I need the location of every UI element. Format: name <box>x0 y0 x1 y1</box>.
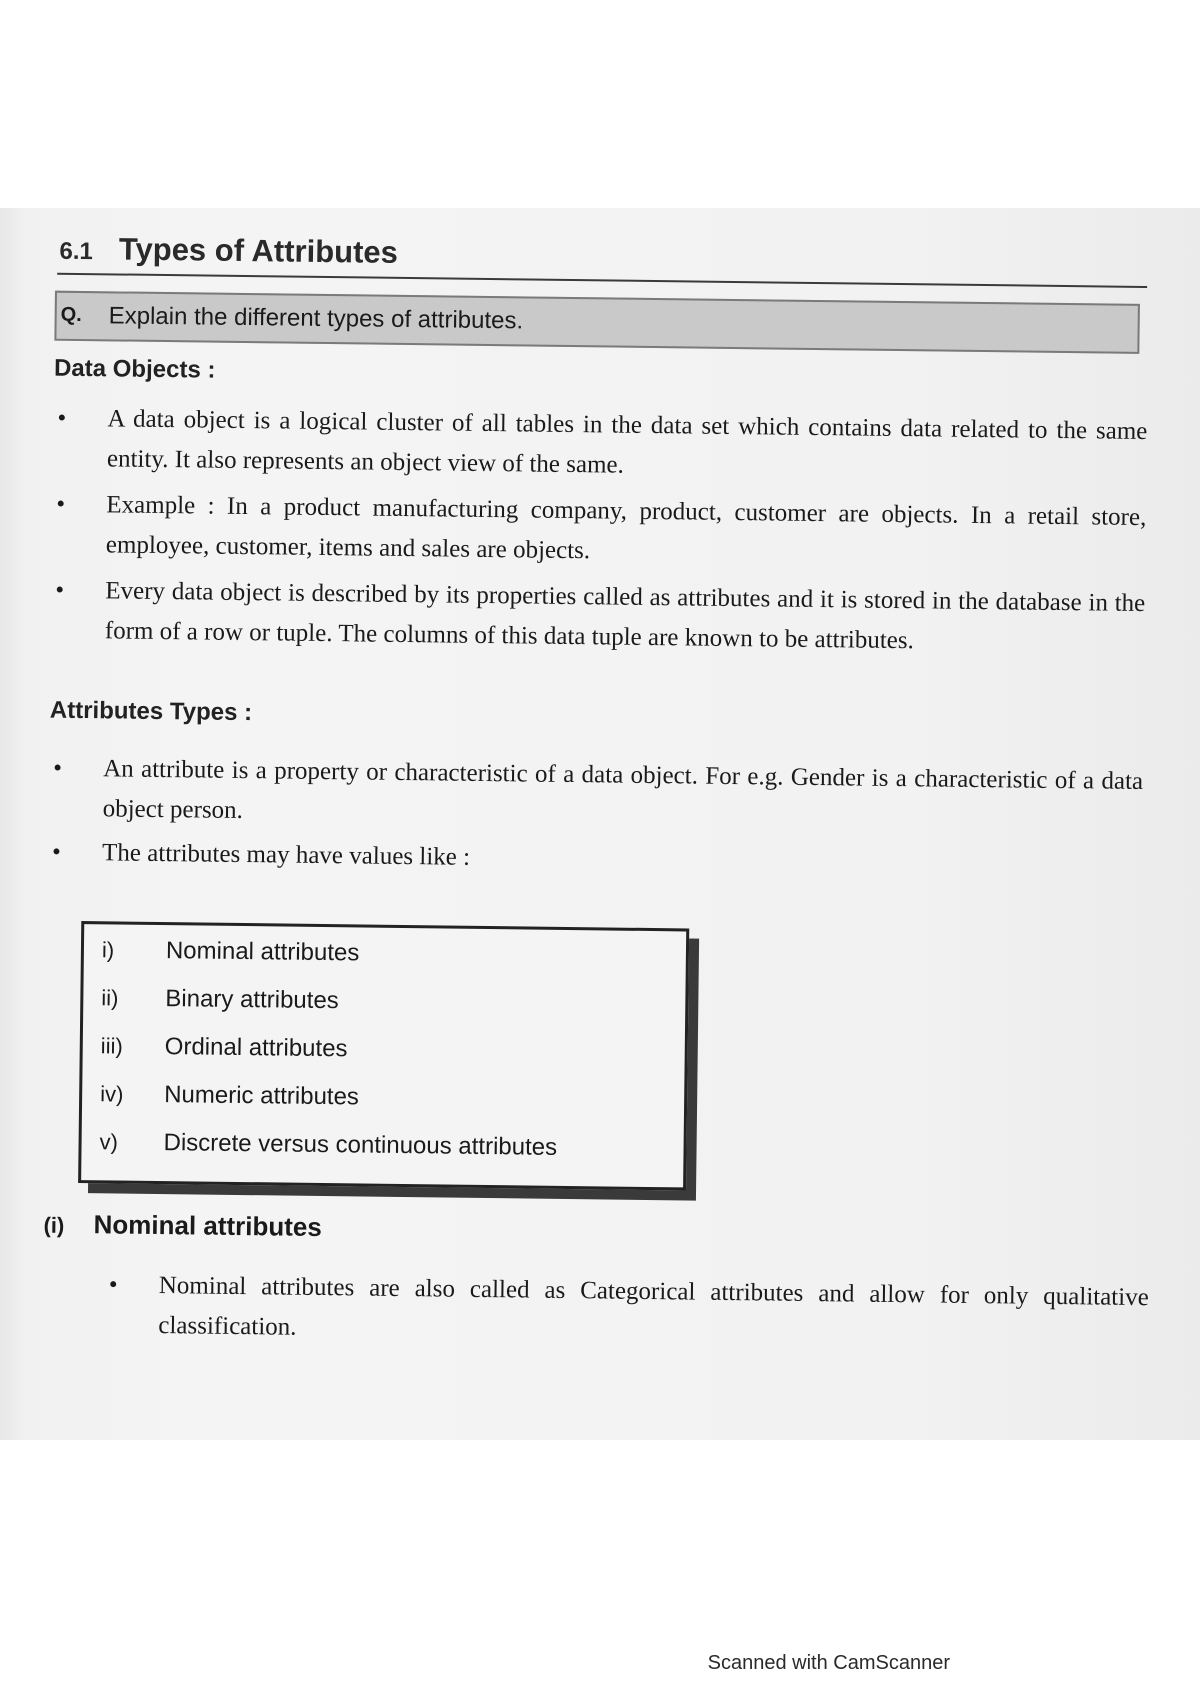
list-item-number: v) <box>99 1129 119 1155</box>
question-box <box>54 291 1140 354</box>
bullet-dot: • <box>108 1271 118 1299</box>
section-title-text: Types of Attributes <box>118 231 399 270</box>
list-item-label: Numeric attributes <box>164 1081 360 1111</box>
scanned-page <box>0 208 1200 1440</box>
list-item <box>102 936 360 967</box>
data-objects-heading: Data Objects : <box>53 354 216 384</box>
bullet-dot: • <box>55 576 65 604</box>
attribute-types-list-box <box>78 921 689 1190</box>
page-content <box>0 208 1200 1440</box>
list-item <box>101 984 339 1015</box>
bullet-dot: • <box>57 404 67 432</box>
question-text: Explain the different types of attributes. <box>108 302 524 335</box>
subsection-number: (i) <box>43 1212 65 1238</box>
bullet-text: A data object is a logical cluster of all tables in the data set which contains data related to the same entity. It also represents an object view of the same. <box>106 405 1148 479</box>
nominal-attributes-heading <box>43 1209 322 1243</box>
bullet-text: An attribute is a property or characteristic of a data object. For e.g. Gender is a characteristic of a data object person. <box>102 755 1144 825</box>
bullet-nominal-definition <box>108 1266 1149 1358</box>
list-item-number: i) <box>101 937 115 963</box>
attribute-types-heading: Attributes Types : <box>49 696 253 727</box>
list-item-label: Ordinal attributes <box>164 1033 348 1063</box>
bullet-attribute-definition <box>52 749 1144 842</box>
list-item-label: Nominal attributes <box>165 937 360 967</box>
list-item <box>100 1080 359 1111</box>
list-item-number: ii) <box>101 985 119 1011</box>
camscanner-watermark: Scanned with CamScanner <box>707 1652 950 1674</box>
bullet-text: Example : In a product manufacturing company, product, customer are objects. In a retail store, employee, customer, items and sales are objects. <box>105 491 1147 565</box>
list-item <box>101 1032 348 1063</box>
bullet-data-object-example <box>56 485 1147 578</box>
question-label: Q. <box>60 303 82 327</box>
bullet-dot: • <box>52 754 63 782</box>
subsection-title: Nominal attributes <box>93 1209 323 1243</box>
list-item-number: iii) <box>100 1033 123 1059</box>
bullet-text: The attributes may have values like : <box>101 839 471 871</box>
title-rule <box>57 273 1147 288</box>
list-item-label: Binary attributes <box>165 985 339 1015</box>
bullet-dot: • <box>51 838 62 866</box>
bullet-text: Every data object is described by its properties called as attributes and it is stored in the database in the form of a row or tuple. The columns of this data tuple are known to be attributes. <box>104 577 1146 655</box>
list-item-label: Discrete versus continuous attributes <box>163 1129 558 1161</box>
bullet-text: Nominal attributes are also called as Categorical attributes and allow for only qualitative classification. <box>158 1272 1149 1341</box>
bullet-data-object-definition <box>57 399 1148 492</box>
list-item <box>99 1128 557 1162</box>
bullet-data-object-attributes <box>55 571 1146 664</box>
bullet-attribute-values <box>51 833 1142 886</box>
bullet-dot: • <box>56 490 66 518</box>
list-item-number: iv) <box>100 1081 124 1107</box>
section-number: 6.1 <box>59 237 94 266</box>
section-title <box>59 231 398 271</box>
